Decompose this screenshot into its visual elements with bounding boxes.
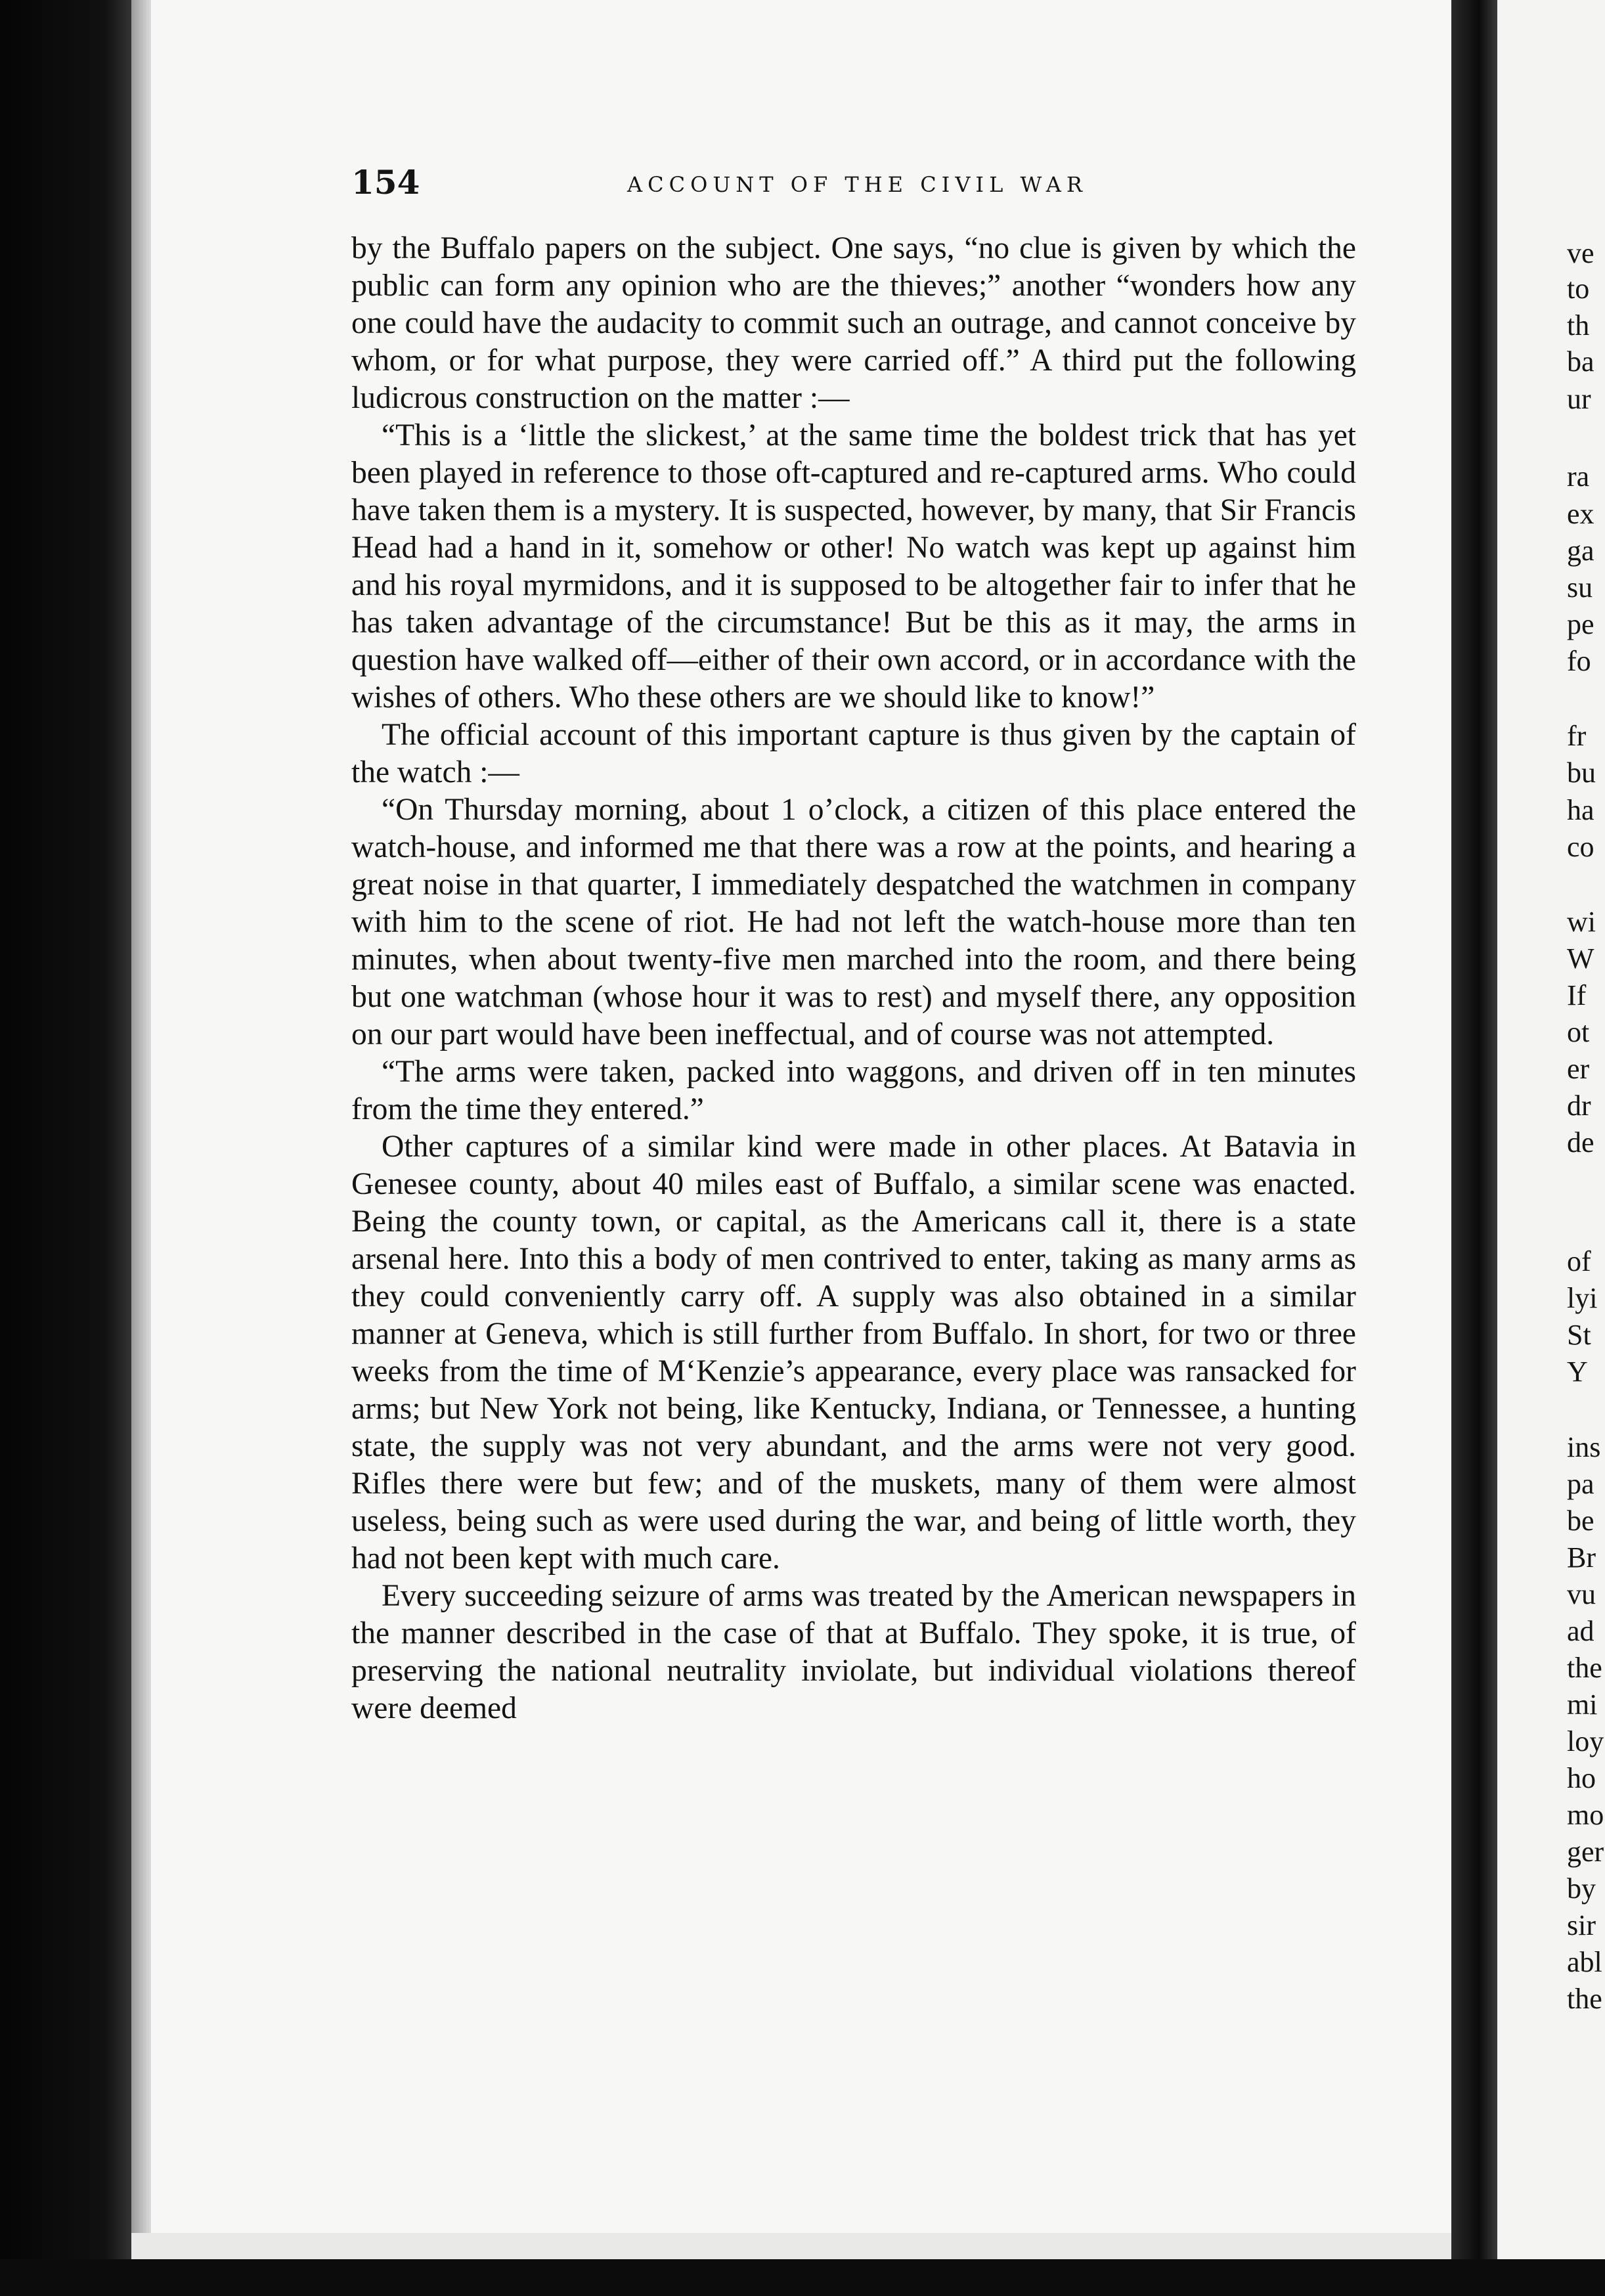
scan-bottom-border	[0, 2259, 1605, 2296]
facing-page-fragment: by	[1567, 1872, 1596, 1905]
facing-page-fragment: the	[1567, 1652, 1602, 1684]
facing-page-fragment: ot	[1567, 1016, 1590, 1048]
facing-page-fragment: Br	[1567, 1541, 1596, 1574]
facing-page-fragment: fr	[1567, 720, 1587, 752]
facing-page-fragment: de	[1567, 1126, 1594, 1159]
facing-page-fragment: er	[1567, 1053, 1590, 1085]
facing-page-fragment: dr	[1567, 1090, 1591, 1122]
facing-page-fragment: Y	[1567, 1356, 1588, 1388]
facing-page-fragment: the	[1567, 1983, 1602, 2015]
quoted-paragraph: “The arms were taken, packed into waggons, and driven off in ten minutes from the time they entered.”	[351, 1055, 1356, 1126]
facing-page-fragment: mi	[1567, 1689, 1598, 1721]
facing-page-fragment: ur	[1567, 383, 1591, 415]
facing-page-fragment: ra	[1567, 460, 1590, 493]
facing-page-fragment: fo	[1567, 645, 1591, 677]
facing-page-fragment: pe	[1567, 608, 1594, 640]
facing-page-fragment: ve	[1567, 237, 1594, 269]
paragraph: Other captures of a similar kind were made in other places. At Batavia in Genesee county, about 40 miles east of Buffalo, a similar scene was enacted. Being the county town, or capital, as the Americans call it, there is a state arsenal here. Into this a body of men contrived to enter, taking as many arms as they could conveniently carry off. A supply was also obtained in a similar manner at Geneva, which is still further from Buffalo. In short, for two or three weeks from the time of M‘Kenzie’s appearance, every place was ransacked for arms; but New York not being, like Kentucky, Indiana, or Tennessee, a hunting state, the supply was not very abundant, and the arms were not very good. Rifles there were but few; and of the muskets, many of them were almost useless, being such as were used during the war, and being of little worth, they had not been kept with much care.	[351, 1130, 1356, 1576]
paragraph: Every succeeding seizure of arms was treated by the American newspapers in the manner described in the case of that at Buffalo. They spoke, it is true, of preserving the national neutrality inviolate, but individual violations thereof were deemed	[351, 1579, 1356, 1725]
facing-page-fragment: to	[1567, 273, 1590, 305]
facing-page-fragment: ha	[1567, 794, 1594, 826]
paragraph-continuation: by the Buffalo papers on the subject. One says, “no clue is given by which the public can form any opinion who are the thieves;” another “wonders how any one could have the audacity to commit such an outrage, and cannot conceive by whom, or for what purpose, they were carried off.” A third put the following ludicrous construction on the matter :—	[351, 231, 1356, 415]
facing-page-fragment: lyi	[1567, 1282, 1598, 1314]
facing-page-fragment: co	[1567, 831, 1594, 863]
facing-page-fragment: W	[1567, 942, 1594, 975]
facing-page-fragment: wi	[1567, 906, 1596, 938]
facing-page-fragment: su	[1567, 571, 1593, 604]
page-bottom-edge	[131, 2233, 1451, 2259]
facing-page-fragment: St	[1567, 1319, 1591, 1351]
running-head: ACCOUNT OF THE CIVIL WAR	[627, 172, 1088, 197]
facing-page-fragment: abl	[1567, 1946, 1602, 1978]
facing-page-fragment: ex	[1567, 498, 1594, 530]
facing-page-fragment: ba	[1567, 345, 1594, 378]
facing-page-fragment: ga	[1567, 535, 1594, 567]
page-header	[351, 151, 1356, 210]
book-gutter	[1451, 0, 1497, 2296]
facing-page-fragment: If	[1567, 979, 1587, 1011]
facing-page-fragment: of	[1567, 1245, 1591, 1277]
facing-page-fragment: sir	[1567, 1909, 1596, 1941]
page-number: 154	[351, 163, 420, 202]
facing-page-fragment: ins	[1567, 1431, 1601, 1463]
quoted-paragraph: “This is a ‘little the slickest,’ at the same time the boldest trick that has yet been played in reference to those oft-captured and re-captured arms. Who could have taken them is a mystery. It is suspected, however, by many, that Sir Francis Head had a hand in it, somehow or other! No watch was kept up against him and his royal myrmidons, and it is supposed to be altogether fair to infer that he has taken advantage of the circumstance! But be this as it may, the arms in question have walked off—either of their own accord, or in accordance with the wishes of others. Who these others are we should like to know!”	[351, 418, 1356, 715]
facing-page-fragment: th	[1567, 309, 1590, 342]
facing-page-fragment: mo	[1567, 1799, 1604, 1831]
page-edge	[131, 0, 151, 2296]
facing-page-fragment: vu	[1567, 1578, 1596, 1610]
facing-page-fragment: ho	[1567, 1762, 1596, 1794]
facing-page-fragment: loy	[1567, 1725, 1604, 1757]
quoted-paragraph: “On Thursday morning, about 1 o’clock, a citizen of this place entered the watch-house, and informed me that there was a row at the points, and hearing a great noise in that quarter, I immediately despatched the watchmen in company with him to the scene of riot. He had not left the watch-house more than ten minutes, when about twenty-five men marched into the room, and there being but one watchman (whose hour it was to rest) and myself there, any opposition on our part would have been ineffectual, and of course was not attempted.	[351, 793, 1356, 1051]
facing-page-fragment: ger	[1567, 1836, 1604, 1868]
facing-page-fragment: bu	[1567, 757, 1596, 789]
facing-page-fragment: ad	[1567, 1615, 1594, 1647]
facing-page-fragment: pa	[1567, 1468, 1594, 1500]
facing-page-fragment: be	[1567, 1505, 1594, 1537]
binding-shadow	[0, 0, 131, 2296]
paragraph: The official account of this important capture is thus given by the captain of the watch :—	[351, 718, 1356, 789]
page-body	[351, 230, 1356, 1727]
